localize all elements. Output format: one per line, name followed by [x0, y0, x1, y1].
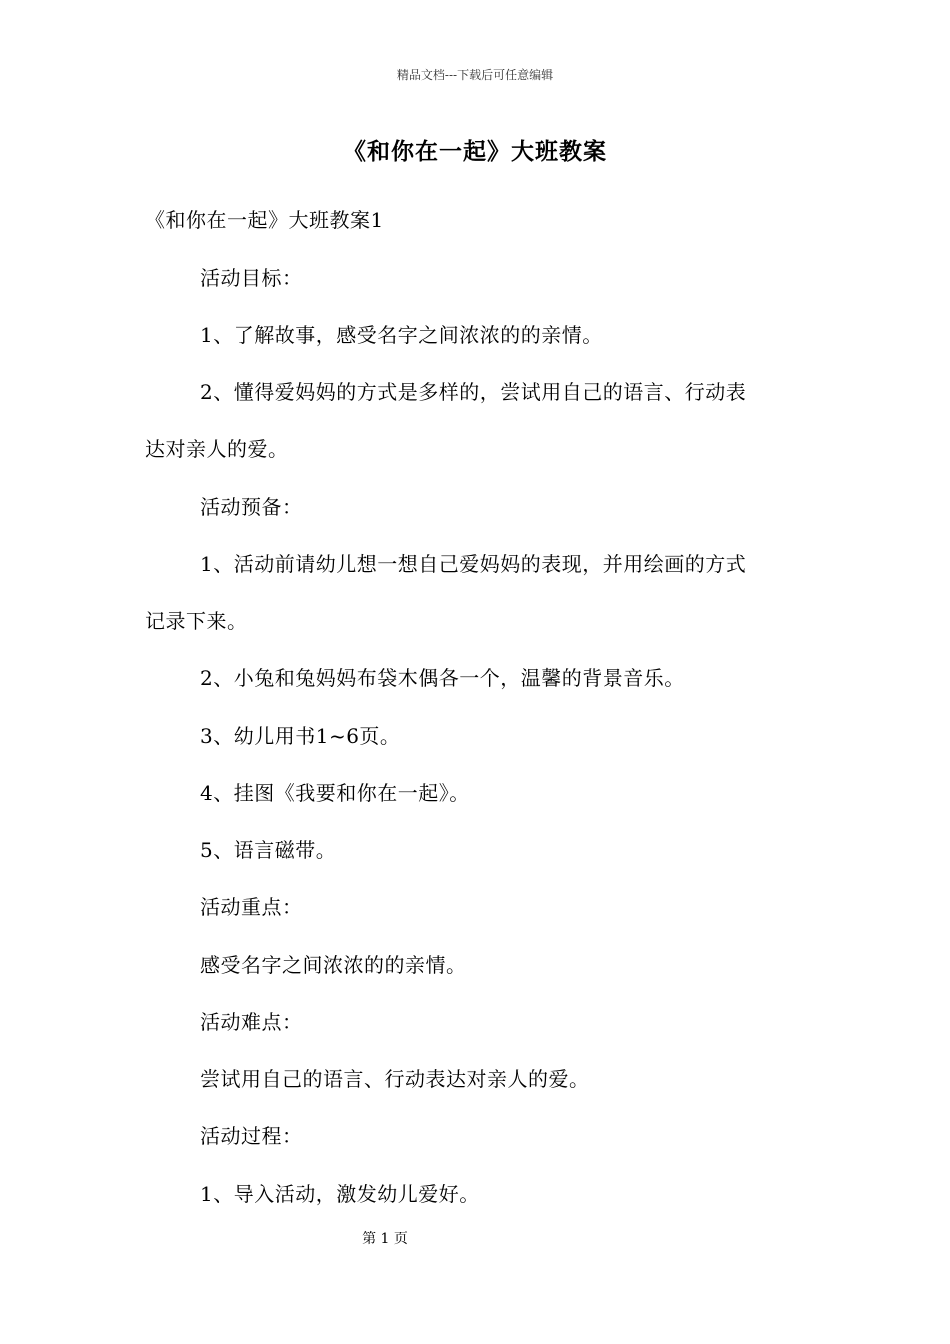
- paragraph-line: 记录下来。: [145, 609, 248, 633]
- paragraph-line: 5、语言磁带。: [200, 838, 337, 862]
- page-number: 第 1 页: [362, 1231, 408, 1247]
- paragraph-line: 4、挂图《我要和你在一起》。: [200, 781, 470, 805]
- paragraph-line: 活动过程：: [200, 1124, 303, 1148]
- paragraph-line: 2、懂得爱妈妈的方式是多样的，尝试用自己的语言、行动表: [200, 380, 747, 404]
- paragraph-line: 尝试用自己的语言、行动表达对亲人的爱。: [200, 1067, 590, 1091]
- paragraph-line: 活动难点：: [200, 1010, 303, 1034]
- paragraph-line: 1、了解故事，感受名字之间浓浓的的亲情。: [200, 323, 603, 347]
- paragraph-line: 2、小兔和兔妈妈布袋木偶各一个，温馨的背景音乐。: [200, 666, 685, 690]
- document-title: 《和你在一起》大班教案: [343, 138, 607, 165]
- paragraph-line: 3、幼儿用书1~6页。: [200, 724, 401, 748]
- page-header: 精品文档---下载后可任意编辑: [396, 68, 554, 82]
- paragraph-line: 达对亲人的爱。: [145, 437, 289, 461]
- document-subtitle: 《和你在一起》大班教案1: [145, 208, 384, 232]
- paragraph-line: 活动重点：: [200, 895, 303, 919]
- paragraph-line: 1、活动前请幼儿想一想自己爱妈妈的表现，并用绘画的方式: [200, 552, 747, 576]
- paragraph-line: 感受名字之间浓浓的的亲情。: [200, 953, 467, 977]
- paragraph-line: 活动目标：: [200, 266, 303, 290]
- paragraph-line: 活动预备：: [200, 495, 303, 519]
- paragraph-line: 1、导入活动，激发幼儿爱好。: [200, 1182, 480, 1206]
